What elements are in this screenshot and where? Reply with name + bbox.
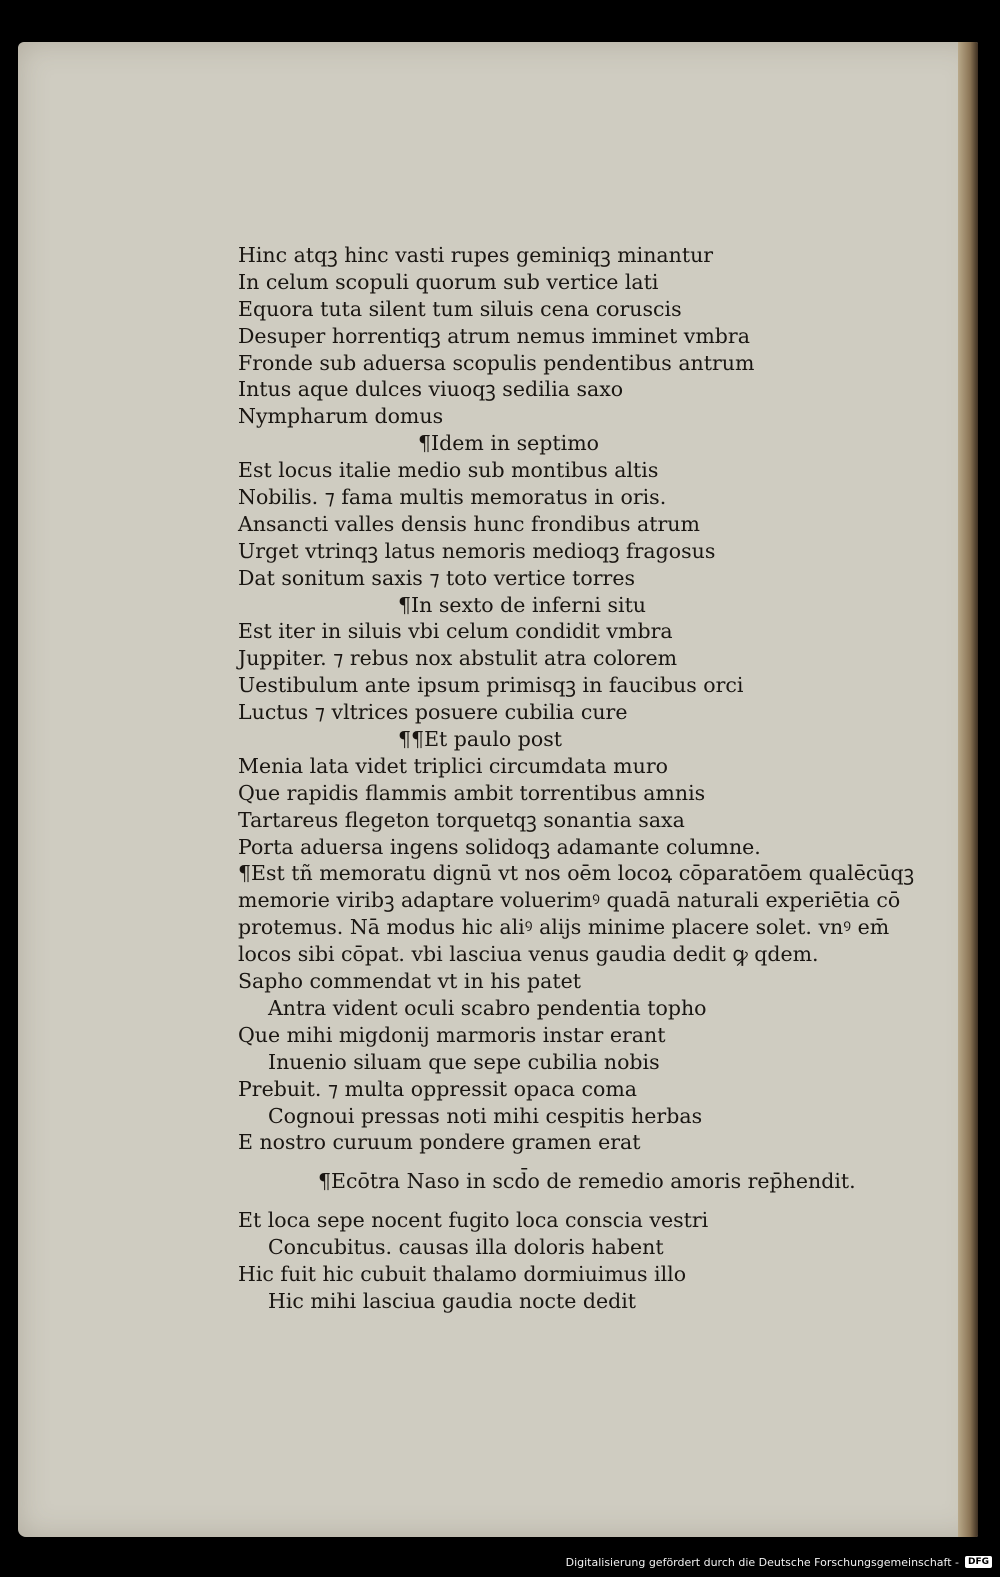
text-line: In celum scopuli quorum sub vertice lati xyxy=(238,269,659,294)
footer-bar xyxy=(0,1547,1000,1577)
text-line: Hinc atqꝫ hinc vasti rupes geminiqꝫ minantur xyxy=(238,243,714,267)
dfg-logo: DFG xyxy=(965,1556,992,1568)
text-line: ¶Ecōtra Naso in scd̄o de remedio amoris rep̄hendit. xyxy=(318,1169,856,1194)
text-line: Prebuit. ⁊ multa oppressit opaca coma xyxy=(238,1076,638,1101)
text-line: Antra vident oculi scabro pendentia topho xyxy=(268,995,707,1020)
text-line: Que mihi migdonij marmoris instar erant xyxy=(238,1022,666,1047)
text-line: ¶In sexto de inferni situ xyxy=(398,592,647,617)
text-line: Menia lata videt triplici circumdata muro xyxy=(238,753,668,778)
text-line: memorie viribꝫ adaptare voluerimꝰ quadā naturali experiētia cō xyxy=(238,888,901,913)
text-line: Intus aque dulces viuoqꝫ sedilia saxo xyxy=(238,377,624,402)
text-line: Desuper horrentiqꝫ atrum nemus imminet vmbra xyxy=(238,323,750,348)
text-line: protemus. Nā modus hic aliꝰ alijs minime placere solet. vnꝰ em̄ xyxy=(238,915,890,940)
text-block xyxy=(238,242,918,1315)
text-line: Juppiter. ⁊ rebus nox abstulit atra colorem xyxy=(238,646,678,671)
text-line: Dat sonitum saxis ⁊ toto vertice torres xyxy=(238,565,635,590)
text-line: Nympharum domus xyxy=(238,404,444,429)
text-line: ¶Idem in septimo xyxy=(418,431,599,456)
text-line: Hic fuit hic cubuit thalamo dormiuimus illo xyxy=(238,1261,687,1286)
text-line: E nostro curuum pondere gramen erat xyxy=(238,1130,641,1155)
book-page xyxy=(18,42,978,1537)
text-line: Et loca sepe nocent fugito loca conscia vestri xyxy=(238,1208,709,1233)
text-line: Inuenio siluam que sepe cubilia nobis xyxy=(268,1049,660,1074)
text-line: Urget vtrinqꝫ latus nemoris medioqꝫ fragosus xyxy=(238,538,716,563)
text-line: Equora tuta silent tum siluis cena coruscis xyxy=(238,296,682,321)
text-line: Nobilis. ⁊ fama multis memoratus in oris. xyxy=(238,485,667,510)
footer-credit: Digitalisierung gefördert durch die Deutsche Forschungsgemeinschaft - xyxy=(565,1555,959,1569)
text-line: Porta aduersa ingens solidoqꝫ adamante columne. xyxy=(238,834,761,859)
text-line: Est iter in siluis vbi celum condidit vmbra xyxy=(238,619,673,644)
text-line: ¶Est tñ memoratu dignū vt nos oēm locoꝝ cōparatōem qualēcūqꝫ xyxy=(238,861,915,886)
text-line: Est locus italie medio sub montibus altis xyxy=(238,458,659,483)
text-line: Concubitus. causas illa doloris habent xyxy=(268,1235,664,1260)
text-line: Uestibulum ante ipsum primisqꝫ in faucibus orci xyxy=(238,673,744,698)
text-line: ¶¶Et paulo post xyxy=(398,727,562,752)
text-line: Sapho commendat vt in his patet xyxy=(238,969,581,994)
text-line: Tartareus flegeton torquetqꝫ sonantia saxa xyxy=(238,807,685,832)
page-edge xyxy=(958,42,978,1537)
text-line: Ansancti valles densis hunc frondibus atrum xyxy=(238,511,700,536)
text-line: locos sibi cōpat. vbi lasciua venus gaudia dedit ꝙ qdem. xyxy=(238,942,819,967)
text-line: Que rapidis flammis ambit torrentibus amnis xyxy=(238,780,706,805)
text-line: Hic mihi lasciua gaudia nocte dedit xyxy=(268,1288,637,1313)
text-line: Cognoui pressas noti mihi cespitis herbas xyxy=(268,1103,703,1128)
text-line: Fronde sub aduersa scopulis pendentibus antrum xyxy=(238,350,755,375)
text-line: Luctus ⁊ vltrices posuere cubilia cure xyxy=(238,700,628,725)
